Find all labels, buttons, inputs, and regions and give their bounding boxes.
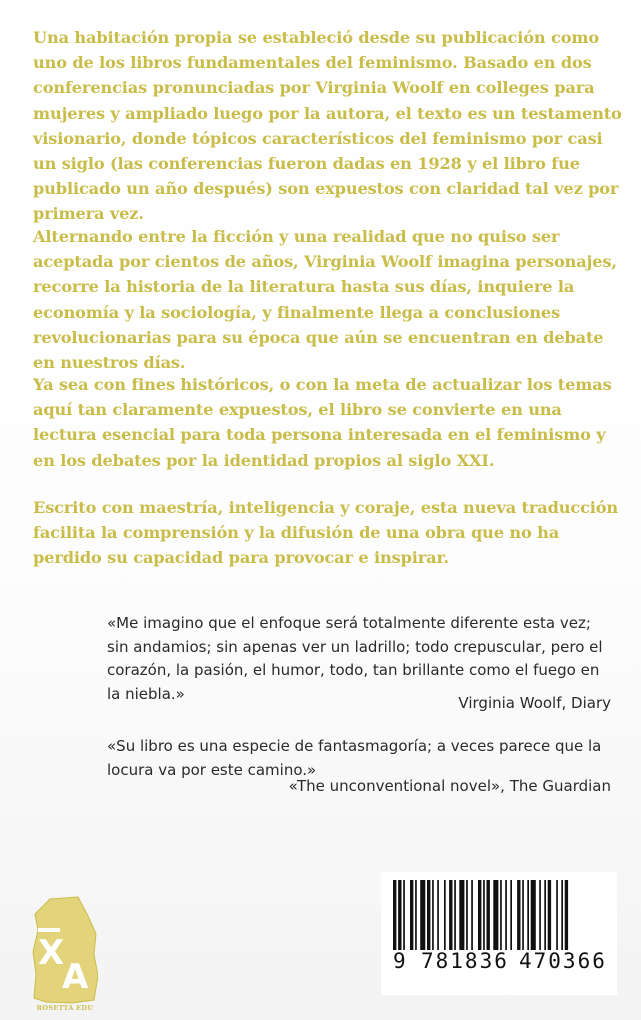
quote-attribution-diary: Virginia Woolf, Diary [458, 694, 611, 712]
barcode-bar [454, 880, 456, 950]
barcode-bar [522, 880, 524, 950]
barcode-bar [544, 880, 546, 950]
barcode-bar [483, 880, 485, 950]
barcode-bar [420, 880, 425, 950]
description-paragraph-3: Ya sea con fines históricos, o con la meta de actualizar los temas aquí tan claramente expuestos, el libro se convierte en una lectura esencial para toda persona interesada en el feminismo y en los debates por la identidad propios al siglo XXI. [33, 375, 612, 470]
description-paragraph-4: Escrito con maestría, inteligencia y coraje, esta nueva traducción facilita la comprensión y la difusión de una obra que no ha perdido su capacidad para provocar e inspirar. [33, 498, 619, 568]
barcode-bar [548, 880, 551, 950]
barcode-bar [531, 880, 536, 950]
barcode-bar [517, 880, 520, 950]
barcode-bar [415, 880, 417, 950]
barcode-bar [505, 880, 507, 950]
barcode-bar [437, 880, 439, 950]
barcode-bar [459, 880, 464, 950]
barcode-bar [410, 880, 413, 950]
barcode-bar [510, 880, 512, 950]
barcode-bars [393, 880, 605, 950]
description-paragraph-2: Alternando entre la ficción y una realidad que no quiso ser aceptada por cientos de años, Virginia Woolf imagina personajes, recorre la historia de la literatura hasta sus días, inquiere la economía y la sociología, y finalmente llega a conclusiones revolucionarias para su época que aún se encuentran en debate en nuestros días. [33, 227, 617, 373]
barcode-bar [478, 880, 481, 950]
barcode-bar [471, 880, 473, 950]
logo-glyph-a: A [62, 957, 89, 997]
isbn-left-group: 781836 [421, 949, 509, 973]
description-paragraph-1: Una habitación propia se estableció desde su publicación como uno de los libros fundamentales del feminismo. Basado en dos conferencias pronunciadas por Virginia Woolf en colleges para mujeres y ampliado luego por la autora, el texto es un testamento visionario, donde tópicos característicos del feminismo por casi un siglo (las conferencias fueron dadas en 1928 y el libro fue publicado un año después) son expuestos con claridad tal vez por primera vez. [33, 28, 622, 224]
barcode-bar [556, 880, 558, 950]
isbn-right-group: 470366 [519, 949, 607, 973]
barcode-bar [487, 880, 490, 950]
isbn-prefix-digit: 9 [393, 949, 406, 973]
barcode-bar [427, 880, 430, 950]
isbn-barcode [381, 872, 617, 995]
quote-guardian: «Su libro es una especie de fantasmagoría; a veces parece que la locura va por este camino.» [107, 737, 602, 779]
logo-glyph-x: X [38, 933, 65, 973]
barcode-bar [393, 880, 396, 950]
barcode-bar [500, 880, 502, 950]
quote-woolf-diary: «Me imagino que el enfoque será totalmente diferente esta vez; sin andamios; sin apenas ver un ladrillo; todo crepuscular, pero el corazón, la pasión, el humor, todo, tan brillante como el fuego en la niebla.» [107, 614, 603, 703]
barcode-bar [539, 880, 541, 950]
barcode-bar [466, 880, 468, 950]
barcode-bar [398, 880, 401, 950]
publisher-name: ROSETTA EDU [36, 1004, 94, 1012]
publisher-logo [32, 896, 98, 1014]
barcode-bar [561, 880, 563, 950]
barcode-bar [565, 880, 568, 950]
rosetta-stone-icon [32, 896, 98, 1004]
barcode-bar [527, 880, 529, 950]
barcode-bar [444, 880, 446, 950]
barcode-bar [493, 880, 498, 950]
barcode-bar [449, 880, 452, 950]
quote-attribution-guardian: «The unconventional novel», The Guardian [288, 777, 611, 795]
barcode-bar [403, 880, 405, 950]
barcode-bar [432, 880, 434, 950]
